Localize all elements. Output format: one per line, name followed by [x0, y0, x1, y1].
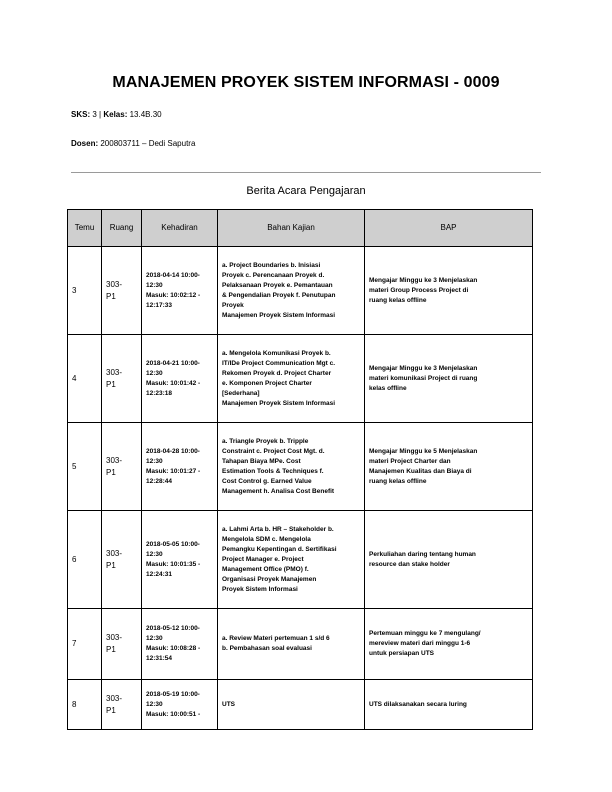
table-row — [68, 511, 533, 609]
divider — [71, 172, 541, 173]
cell-ruang: 303- P1 — [102, 511, 142, 609]
cell-bap: Mengajar Minggu ke 3 Menjelaskan materi Group Process Project di ruang kelas offline — [365, 247, 533, 335]
section-title: Berita Acara Pengajaran — [246, 185, 366, 197]
bap-table — [67, 209, 533, 730]
table-row — [68, 335, 533, 423]
cell-bahan-kajian: UTS — [218, 680, 365, 730]
cell-kehadiran: 2018-04-14 10:00- 12:30 Masuk: 10:02:12 - 12:17:33 — [142, 247, 218, 335]
cell-temu: 7 — [68, 609, 102, 680]
cell-kehadiran: 2018-05-05 10:00- 12:30 Masuk: 10:01:35 - 12:24:31 — [142, 511, 218, 609]
cell-temu: 6 — [68, 511, 102, 609]
cell-bahan-kajian: a. Project Boundaries b. Inisiasi Proyek c. Perencanaan Proyek d. Pelaksanaan Proyek e. Pemantauan & Pengendalian Proyek f. Penutupan Proyek Manajemen Proyek Sistem Informasi — [218, 247, 365, 335]
lecturer-meta — [71, 139, 195, 148]
column-header-temu: Temu — [68, 210, 102, 247]
cell-bahan-kajian: a. Triangle Proyek b. Tripple Constraint c. Project Cost Mgt. d. Tahapan Biaya MPe. Cost Estimation Tools & Techniques f. Cost Control g. Earned Value Management h. Analisa Cost Benefit — [218, 423, 365, 511]
table-row — [68, 423, 533, 511]
kelas-label: Kelas: — [103, 110, 128, 119]
table-row — [68, 247, 533, 335]
course-meta — [71, 110, 162, 119]
cell-kehadiran: 2018-05-19 10:00- 12:30 Masuk: 10:00:51 - — [142, 680, 218, 730]
cell-bap: Mengajar Minggu ke 3 Menjelaskan materi komunikasi Project di ruang kelas offline — [365, 335, 533, 423]
cell-bap: UTS dilaksanakan secara luring — [365, 680, 533, 730]
table-row — [68, 609, 533, 680]
sks-value: 3 | — [92, 110, 104, 119]
dosen-value: 200803711 – Dedi Saputra — [100, 139, 196, 148]
cell-ruang: 303- P1 — [102, 335, 142, 423]
dosen-label: Dosen: — [71, 139, 99, 148]
table-row — [68, 680, 533, 730]
cell-temu: 3 — [68, 247, 102, 335]
page-title: MANAJEMEN PROYEK SISTEM INFORMASI - 0009 — [112, 74, 500, 91]
cell-temu: 5 — [68, 423, 102, 511]
cell-ruang: 303- P1 — [102, 423, 142, 511]
kelas-value: 13.4B.30 — [129, 110, 162, 119]
column-header-ruang: Ruang — [102, 210, 142, 247]
cell-temu: 8 — [68, 680, 102, 730]
column-header-kehadiran: Kehadiran — [142, 210, 218, 247]
table-header-row — [68, 210, 533, 247]
cell-bap: Pertemuan minggu ke 7 mengulang/ mereview materi dari minggu 1-6 untuk persiapan UTS — [365, 609, 533, 680]
cell-kehadiran: 2018-04-28 10:00- 12:30 Masuk: 10:01:27 - 12:28:44 — [142, 423, 218, 511]
column-header-bahan-kajian: Bahan Kajian — [218, 210, 365, 247]
cell-kehadiran: 2018-05-12 10:00- 12:30 Masuk: 10:08:28 - 12:31:54 — [142, 609, 218, 680]
sks-label: SKS: — [71, 110, 91, 119]
cell-ruang: 303- P1 — [102, 247, 142, 335]
cell-bahan-kajian: a. Review Materi pertemuan 1 s/d 6 b. Pembahasan soal evaluasi — [218, 609, 365, 680]
cell-kehadiran: 2018-04-21 10:00- 12:30 Masuk: 10:01:42 - 12:23:18 — [142, 335, 218, 423]
cell-ruang: 303- P1 — [102, 609, 142, 680]
cell-bahan-kajian: a. Mengelola Komunikasi Proyek b. IT/IDe Project Communication Mgt c. Rekomen Proyek d. Project Charter e. Komponen Project Charter [Sederhana] Manajemen Proyek Sistem Informasi — [218, 335, 365, 423]
cell-bap: Mengajar Minggu ke 5 Menjelaskan materi Project Charter dan Manajemen Kualitas dan Biaya di ruang kelas offline — [365, 423, 533, 511]
cell-bahan-kajian: a. Lahmi Arta b. HR – Stakeholder b. Mengelola SDM c. Mengelola Pemangku Kepentingan d. Sertifikasi Project Manager e. Project Management Office (PMO) f. Organisasi Proyek Manajemen Proyek Sistem Informasi — [218, 511, 365, 609]
column-header-bap: BAP — [365, 210, 533, 247]
cell-temu: 4 — [68, 335, 102, 423]
cell-bap: Perkuliahan daring tentang human resource dan stake holder — [365, 511, 533, 609]
cell-ruang: 303- P1 — [102, 680, 142, 730]
